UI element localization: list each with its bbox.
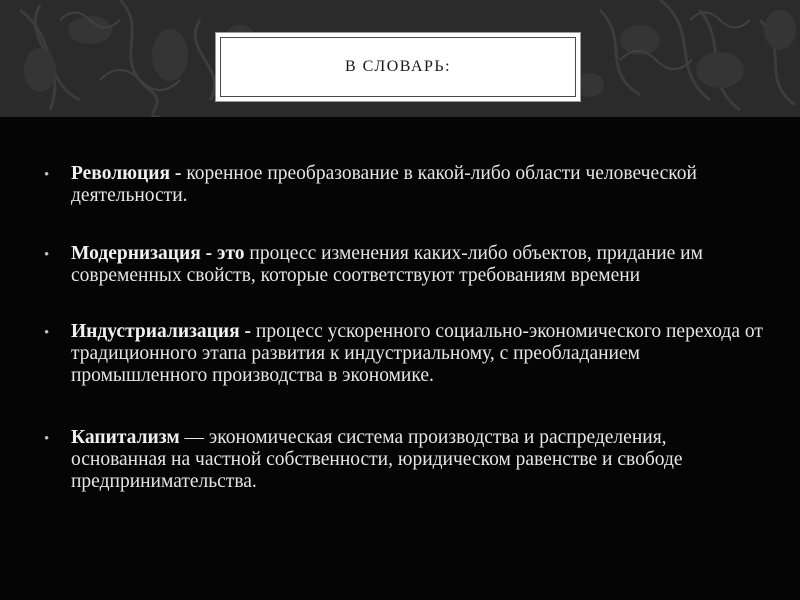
definition: — экономическая система производства и распределения, основанная на частной собственности, юридическом равенстве и свободе предпринимательства. [71,427,683,492]
term: Модернизация - это [71,243,245,264]
bullet-icon: • [44,167,50,183]
term: Индустриализация - [71,321,252,342]
definition: процесс ускоренного социально-экономического перехода от традиционного этапа развития к индустриальному, с преобладанием промышленного производства в экономике. [71,321,763,386]
term: Революция - [71,163,182,184]
definition: коренное преобразование в какой-либо области человеческой деятельности. [71,163,697,206]
title-box [215,32,581,102]
bullet-icon: • [44,325,50,341]
list-item-revolution [44,163,764,207]
term: Капитализм [71,427,180,448]
list-item-capitalism [44,427,764,493]
bullet-icon: • [44,431,50,447]
definition-list [44,163,764,493]
list-item-industrialization [44,321,764,387]
bullet-icon: • [44,247,50,263]
list-item-modernization [44,243,764,287]
definition: процесс изменения каких-либо объектов, придание им современных свойств, которые соответствуют требованиям времени [71,243,703,286]
header-band [0,0,800,117]
page-title: В СЛОВАРЬ: [344,58,452,75]
